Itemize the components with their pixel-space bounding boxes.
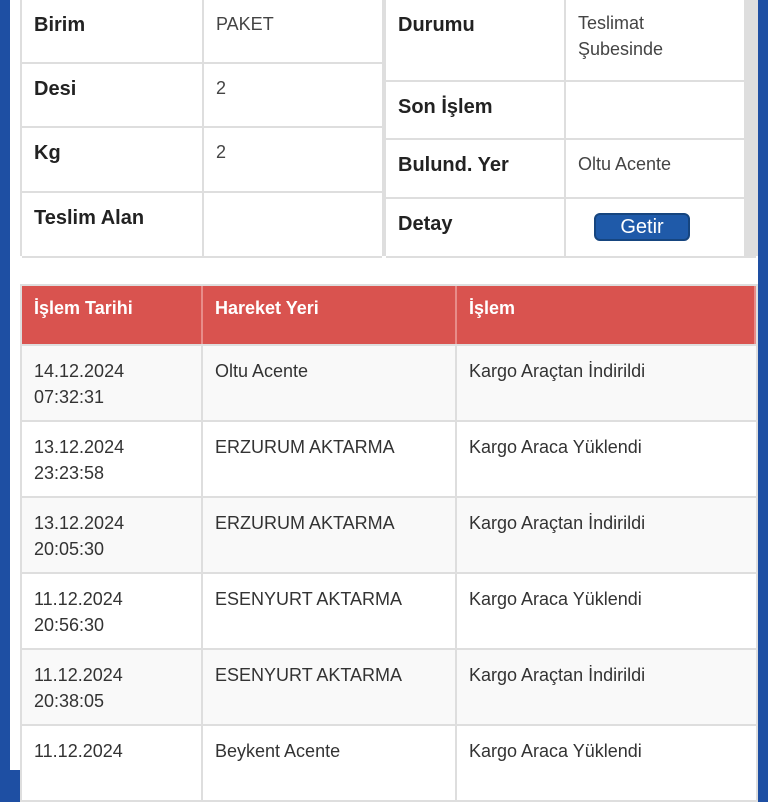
table-header [22, 286, 756, 344]
info-value: Teslimat Şubesinde [566, 0, 744, 80]
date-text: 11.12.2024 [34, 589, 123, 609]
info-row-teslim-alan [22, 193, 382, 256]
info-key: Bulund. Yer [386, 140, 564, 197]
info-key: Durumu [386, 0, 564, 80]
time-text: 20:05:30 [34, 539, 105, 559]
action-cell: Kargo Araca Yüklendi [457, 422, 756, 496]
info-key: Teslim Alan [22, 193, 202, 256]
date-text: 11.12.2024 [34, 741, 123, 761]
info-value [566, 199, 744, 256]
column-header-action: İşlem [457, 286, 756, 344]
time-text: 07:32:31 [34, 387, 105, 407]
table-row [22, 496, 756, 572]
action-cell: Kargo Araca Yüklendi [457, 726, 756, 800]
date-text: 14.12.2024 [34, 361, 125, 381]
info-value: PAKET [204, 0, 382, 62]
table-row [22, 724, 756, 800]
action-cell: Kargo Araçtan İndirildi [457, 650, 756, 724]
date-text: 13.12.2024 [34, 437, 125, 457]
info-row-son-islem [386, 82, 756, 138]
info-row-birim [22, 0, 382, 62]
table-row [22, 344, 756, 420]
info-left-column [22, 0, 382, 258]
shipment-info-table [20, 0, 758, 256]
place-cell: ERZURUM AKTARMA [203, 422, 457, 496]
info-row-durumu [386, 0, 756, 80]
table-row [22, 648, 756, 724]
date-cell [22, 346, 203, 420]
action-cell: Kargo Araca Yüklendi [457, 574, 756, 648]
action-cell: Kargo Araçtan İndirildi [457, 346, 756, 420]
info-key: Kg [22, 128, 202, 191]
column-header-date: İşlem Tarihi [22, 286, 203, 344]
table-row [22, 420, 756, 496]
info-key: Birim [22, 0, 202, 62]
info-row-detay [386, 199, 756, 256]
getir-button[interactable]: Getir [594, 213, 690, 241]
date-cell [22, 726, 203, 800]
date-text: 13.12.2024 [34, 513, 125, 533]
info-value: 2 [204, 64, 382, 126]
place-cell: ESENYURT AKTARMA [203, 650, 457, 724]
info-key: Detay [386, 199, 564, 256]
info-row-kg [22, 128, 382, 191]
info-right-column [386, 0, 756, 258]
date-cell [22, 650, 203, 724]
time-text: 23:23:58 [34, 463, 105, 483]
place-cell: Oltu Acente [203, 346, 457, 420]
action-cell: Kargo Araçtan İndirildi [457, 498, 756, 572]
shipment-detail-page [10, 0, 758, 770]
info-row-bulund-yer [386, 140, 756, 197]
info-key: Son İşlem [386, 82, 564, 138]
date-cell [22, 422, 203, 496]
info-value: Oltu Acente [566, 140, 744, 197]
place-cell: ESENYURT AKTARMA [203, 574, 457, 648]
info-value [204, 193, 382, 256]
info-key: Desi [22, 64, 202, 126]
date-cell [22, 498, 203, 572]
time-text: 20:38:05 [34, 691, 105, 711]
date-cell [22, 574, 203, 648]
info-value: 2 [204, 128, 382, 191]
table-row [22, 572, 756, 648]
place-cell: ERZURUM AKTARMA [203, 498, 457, 572]
column-header-place: Hareket Yeri [203, 286, 457, 344]
movement-history-table [20, 284, 758, 802]
info-value [566, 82, 744, 138]
info-row-desi [22, 64, 382, 126]
time-text: 20:56:30 [34, 615, 105, 635]
date-text: 11.12.2024 [34, 665, 123, 685]
place-cell: Beykent Acente [203, 726, 457, 800]
